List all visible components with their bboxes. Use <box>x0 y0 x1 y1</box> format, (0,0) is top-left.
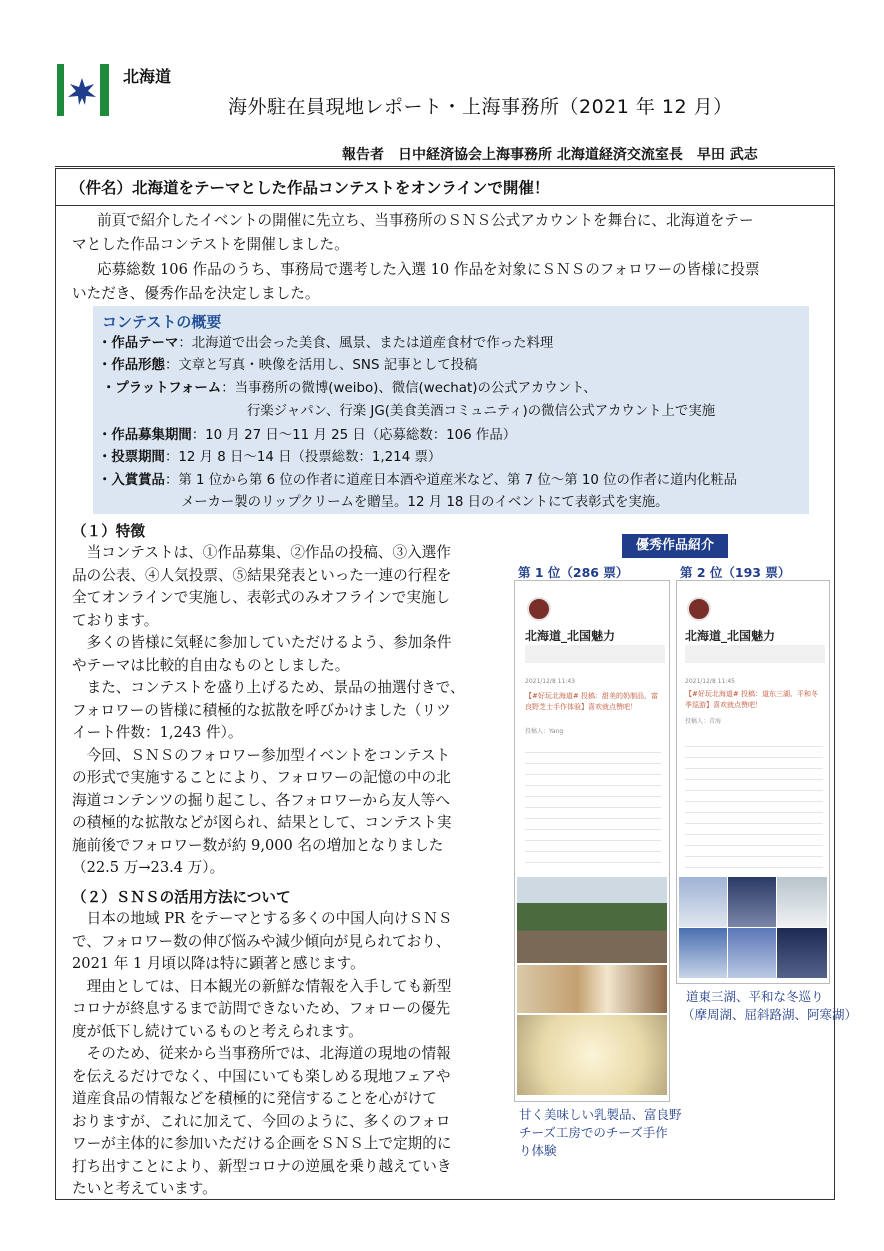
section-heading: （２）ＳＮＳの活用方法について <box>72 889 291 906</box>
swan-photo <box>777 877 827 927</box>
first-place-caption: 甘く美味しい乳製品、富良野 チーズ工房でのチーズ手作 り体験 <box>519 1107 682 1158</box>
account-meta <box>685 645 825 663</box>
summary-title: コンテストの概要 <box>102 313 222 331</box>
second-place-caption: 道東三湖、平和な冬巡り （摩周湖、屈斜路湖、阿寒湖） <box>682 989 858 1022</box>
summary-line: ・作品テーマ：北海道で出会った美食、風景、または道産食材で作った料理 <box>98 336 554 351</box>
intro-line: 応募総数 106 作品のうち、事務局で選考した入選 10 作品を対象にＳＮＳのフォロワーの皆様に投票 <box>97 261 760 278</box>
post-tag: 【#好玩北海道# 投稿：道东三湖、平和冬季巡游】喜欢就点赞吧！ <box>685 690 818 709</box>
intro-line: いただき、優秀作品を決定しました。 <box>72 285 320 302</box>
avatar <box>687 597 711 621</box>
summary-line: ・入賞賞品：第 1 位から第 6 位の作者に道産日本酒や道産米など、第 7 位～第 10 位の作者に道内化粧品 <box>98 473 738 488</box>
reporter-line: 報告者 日中経済協会上海事務所 北海道経済交流室長 早田 武志 <box>342 147 758 163</box>
section2-body: 日本の地域 PR をテーマとする多くの中国人向けＳＮＳ で、フォロワー数の伸び悩みや減少傾向が見られており、 2021 年 1 月頃以降は特に顕著と感じます。 理由としては、日本観光の新鮮な情報を入手しても新型 コロナが終息するまで訪問できないため、フォローの優先 度が低下し続けているものと考えられます。 そのため、従来から当事務所では、北海道の現地の情報 を伝えるだけでなく、中国にいても楽しめる現地フェアや 道産食品の情報などを積極的に発信することを心がけて おりますが、これに加えて、今回のように、多くのフォロ ワーが主体的に参加いただける企画をＳＮＳ上で定期的に 打ち出すことにより、新型コロナの逆風を乗り越えていき たいと考えています。 <box>72 910 453 1197</box>
cheese-factory-photo <box>517 877 667 963</box>
lake-photo <box>728 877 776 927</box>
star-emblem-icon <box>65 76 99 106</box>
account-name: 北海道_北国魅力 <box>525 629 616 643</box>
section-heading: （１）特徴 <box>72 523 145 540</box>
lake-photo <box>728 928 776 978</box>
post-tag: 【#好玩北海道# 投稿：甜美的奶制品，富良野芝士手作体验】喜欢就点赞吧！ <box>525 692 658 711</box>
account-meta <box>525 645 665 663</box>
post-author: 投稿人：Yang <box>525 728 564 735</box>
hokkaido-logo <box>57 64 181 116</box>
second-place-rank: 第 2 位（193 票） <box>680 565 791 580</box>
food-photo <box>517 965 667 1013</box>
lake-photo <box>679 877 727 927</box>
summary-line: 行楽ジャパン、行楽 JG(美食美酒コミュニティ)の微信公式アカウント上で実施 <box>247 404 716 419</box>
summary-line: メーカー製のリップクリームを贈呈。12 月 18 日のイベントにて表彰式を実施。 <box>181 495 669 510</box>
post-body-text <box>685 741 823 871</box>
night-photo <box>777 928 827 978</box>
post-author: 投稿人：青海 <box>685 718 722 725</box>
post-date: 2021/12/8 11:45 <box>685 678 735 685</box>
cheese-plate-photo <box>517 1015 667 1095</box>
summary-line: ・投票期間：12 月 8 日～14 日（投票総数：1,214 票） <box>98 450 442 465</box>
post-body-text <box>525 747 661 867</box>
summary-line: ・作品募集期間：10 月 27 日～11 月 25 日（応募総数：106 作品） <box>98 428 517 443</box>
showcase-badge: 優秀作品紹介 <box>622 534 728 558</box>
section1-body: 当コンテストは、①作品募集、②作品の投稿、③入選作 品の公表、④人気投票、⑤結果発表といった一連の行程を 全てオンラインで実施し、表彰式のみオフラインで実施し ております。 多くの皆様に気軽に参加していただけるよう、参加条件 やテーマは比較的自由なものとしました。 また、コンテストを盛り上げるため、景品の抽選付きで、 フォロワーの皆様に積極的な拡散を呼びかけました（リツ イート件数：1,243 件）。 今回、ＳＮＳのフォロワー参加型イベントをコンテスト の形式で実施することにより、フォロワーの記憶の中の北 海道コンテンツの掘り起こし、各フォロワーから友人等へ の積極的な拡散などが図られ、結果として、コンテスト実 施前後でフォロワー数が約 9,000 名の増加となりました （22.5 万→23.4 万）。 <box>72 544 465 876</box>
summary-line: ・プラットフォーム：当事務所の微博(weibo)、微信(wechat)の公式アカウント、 <box>102 381 597 396</box>
first-place-post <box>514 580 670 1102</box>
first-place-rank: 第 1 位（286 票） <box>518 565 629 580</box>
avatar <box>527 597 551 621</box>
logo-text: 北海道 <box>123 67 172 86</box>
intro-line: マとした作品コンテストを開催しました。 <box>72 236 349 253</box>
subject-line: （件名）北海道をテーマとした作品コンテストをオンラインで開催！ <box>70 179 550 197</box>
summary-line: ・作品形態：文章と写真・映像を活用し、SNS 記事として投稿 <box>98 358 478 373</box>
divider <box>55 166 835 167</box>
post-date: 2021/12/8 11:43 <box>525 678 575 685</box>
report-title: 海外駐在員現地レポート・上海事務所（2021 年 12 月） <box>228 96 733 118</box>
divider <box>55 205 835 206</box>
lake-photo <box>679 928 727 978</box>
intro-line: 前頁で紹介したイベントの開催に先立ち、当事務所のＳＮＳ公式アカウントを舞台に、北海道をテー <box>97 212 754 229</box>
second-place-post <box>676 580 830 984</box>
account-name: 北海道_北国魅力 <box>685 629 776 643</box>
